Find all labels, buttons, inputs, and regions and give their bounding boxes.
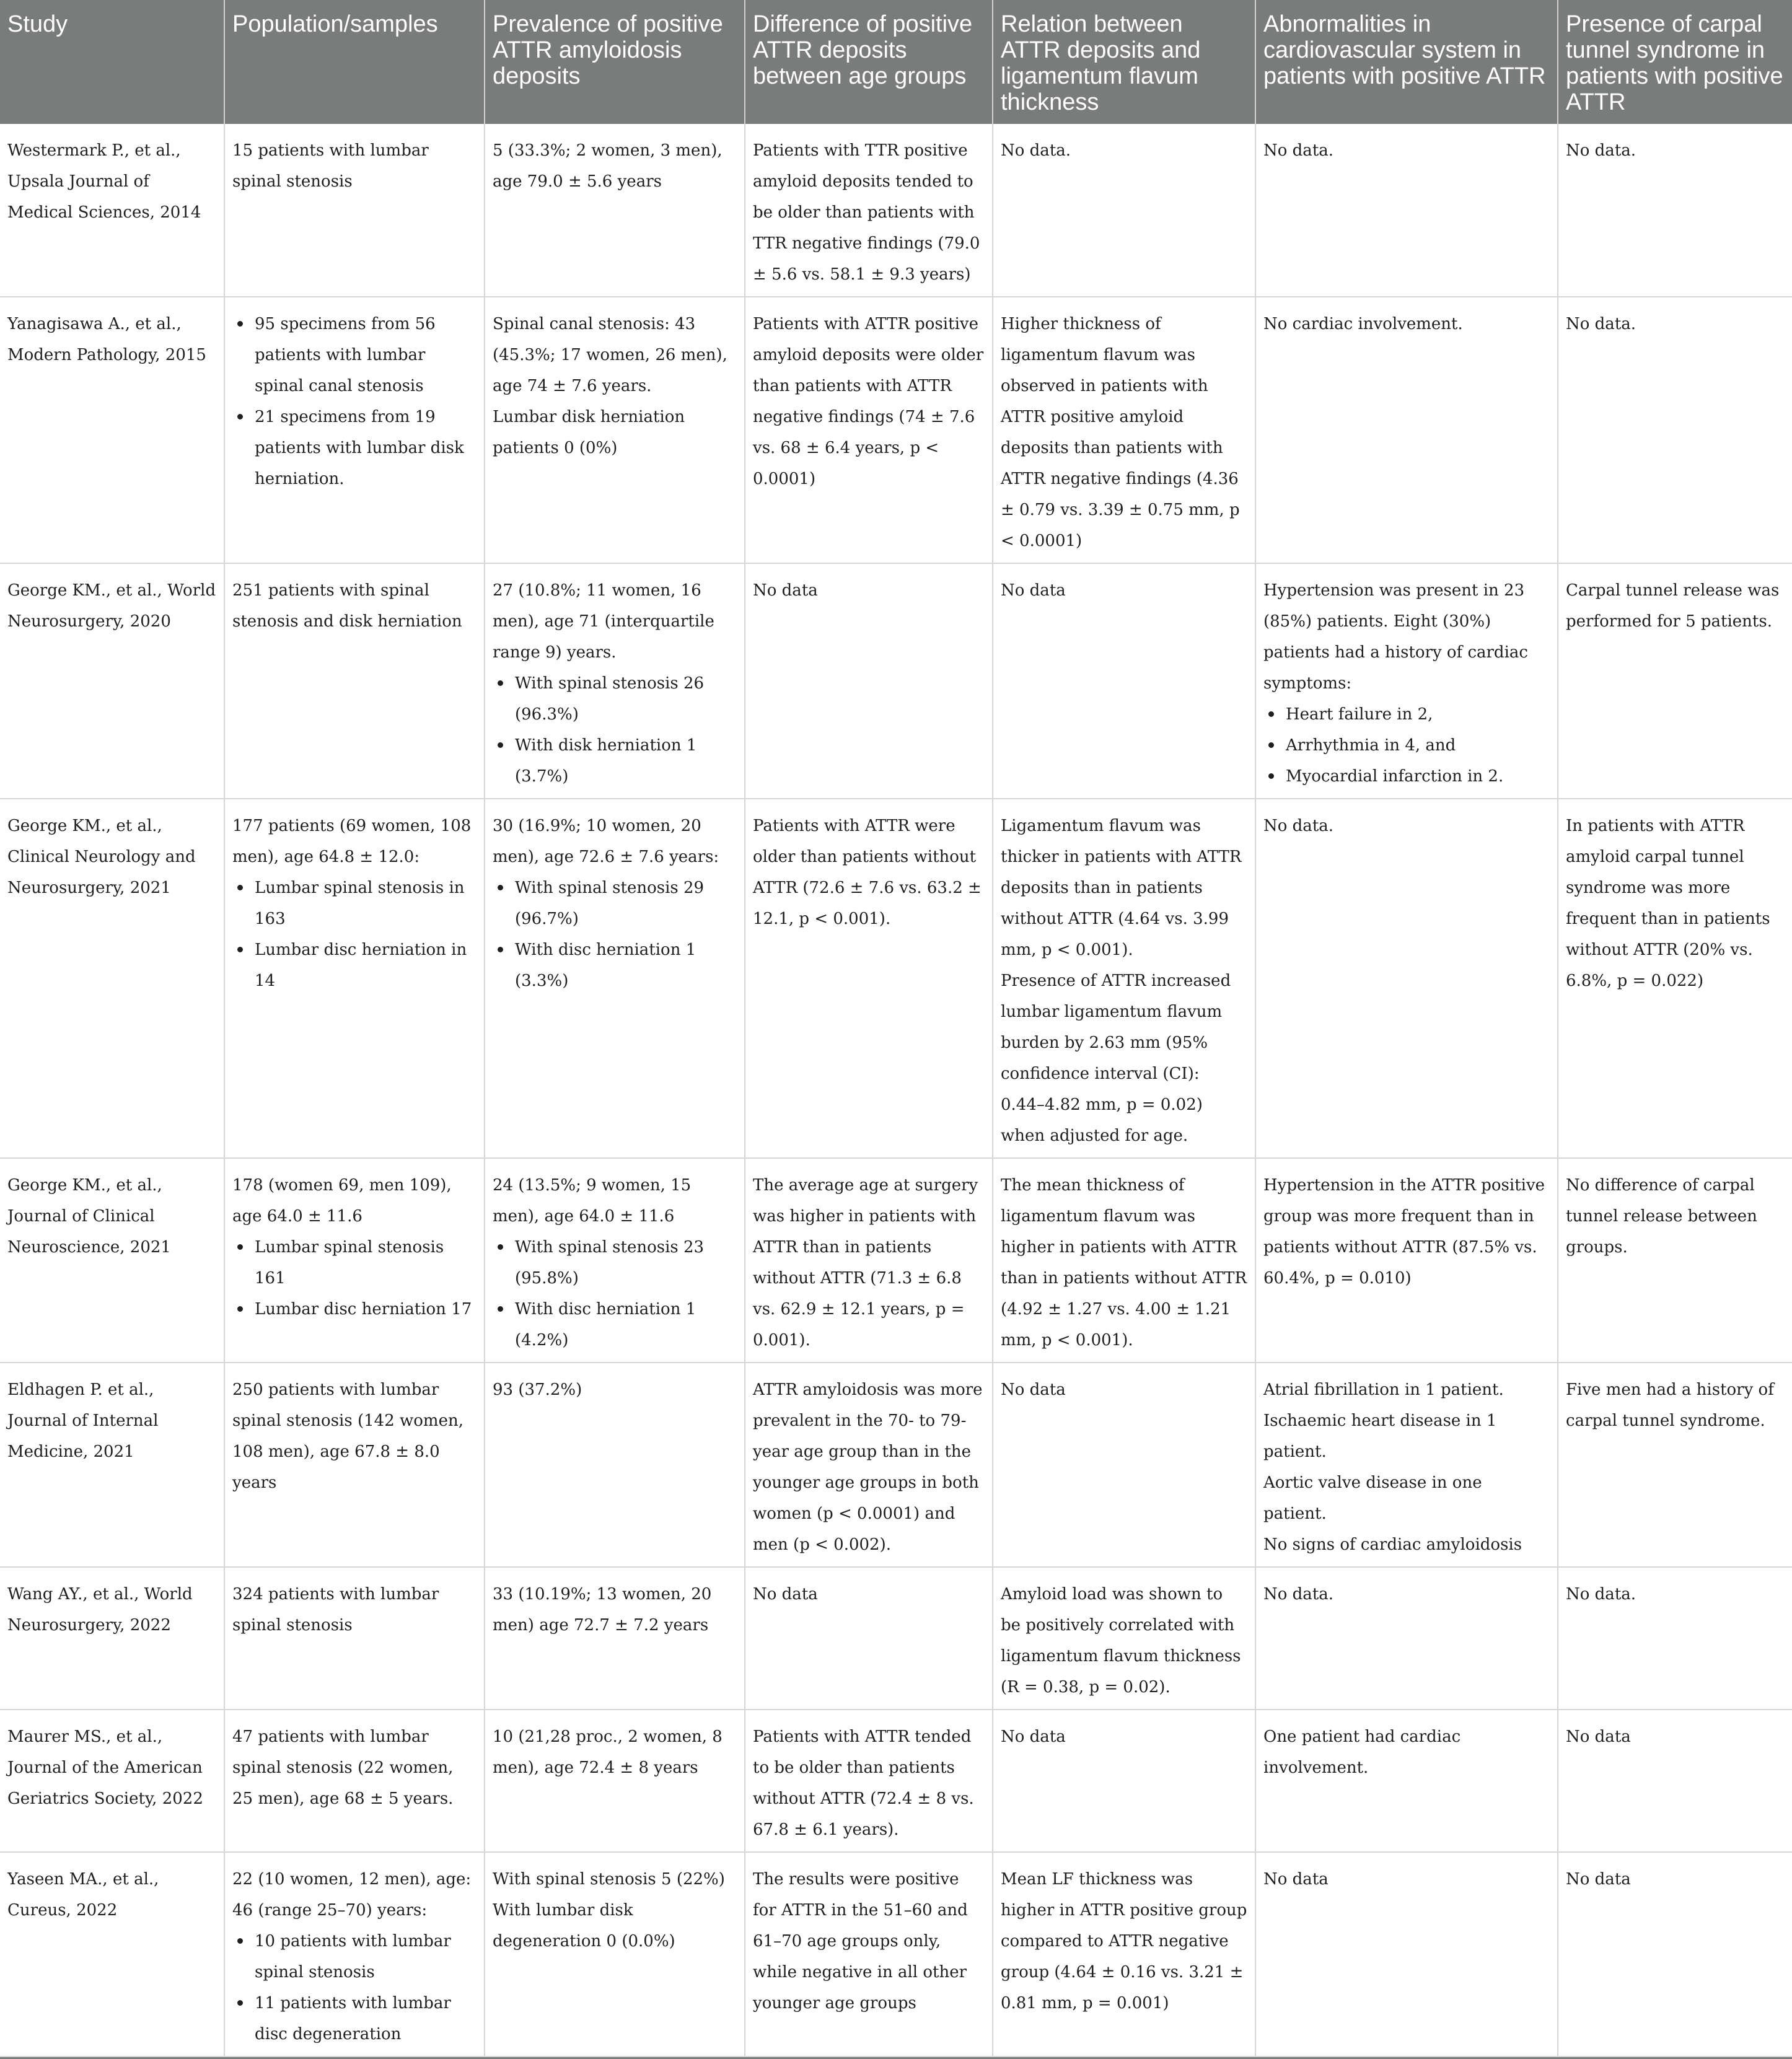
lf-relation-cell [993, 1363, 1255, 1567]
bullet-item: Lumbar spinal stenosis 161 [232, 1232, 477, 1294]
text-line: 5 (33.3%; 2 women, 3 men), age 79.0 ± 5.6 years [493, 141, 723, 191]
text-line: 324 patients with lumbar spinal stenosis [232, 1585, 439, 1635]
lf-relation-cell [993, 1567, 1255, 1710]
text-line: The mean thickness of ligamentum flavum was higher in patients with ATTR than in patients without ATTR (4.92 ± 1.27 vs. 4.00 ± 1.21 mm, p < 0.001). [1001, 1176, 1247, 1350]
table-row [0, 1567, 1792, 1710]
age-difference-cell [745, 124, 993, 297]
text-line: No data [1001, 1728, 1066, 1746]
lf-relation-cell [993, 1852, 1255, 2057]
lf-relation-cell [993, 1710, 1255, 1852]
text-line: Mean LF thickness was higher in ATTR positive group compared to ATTR negative group (4.64 ± 0.16 vs. 3.21 ± 0.81 mm, p = 0.001) [1001, 1870, 1247, 2013]
age-difference-cell [745, 1158, 993, 1363]
study-cell: Eldhagen P. et al., Journal of Internal Medicine, 2021 [0, 1363, 224, 1567]
prevalence-cell [485, 1363, 745, 1567]
header-study: Study [0, 0, 224, 124]
text-line: Higher thickness of ligamentum flavum was observed in patients with ATTR positive amyloid deposits than patients with ATTR negative findings (4.36 ± 0.79 vs. 3.39 ± 0.75 mm, p < 0.0001) [1001, 315, 1240, 550]
study-cell: Yaseen MA., et al., Cureus, 2022 [0, 1852, 224, 2057]
lf-relation-cell [993, 563, 1255, 799]
bullet-item: With disk herniation 1 (3.7%) [493, 730, 737, 792]
text-line: No data. [1566, 1585, 1636, 1604]
text-line: No difference of carpal tunnel release between groups. [1566, 1176, 1757, 1257]
text-line: Hypertension was present in 23 (85%) patients. Eight (30%) patients had a history of cardiac symptoms: [1263, 581, 1528, 693]
population-cell [224, 563, 485, 799]
text-line: No data [753, 581, 818, 600]
header-cardio: Abnormalities in cardiovascular system in patients with positive ATTR [1255, 0, 1558, 124]
age-difference-cell [745, 297, 993, 563]
text-line: Aortic valve disease in one patient. [1263, 1473, 1482, 1523]
bullet-item: Lumbar spinal stenosis in 163 [232, 872, 477, 934]
text-line: One patient had cardiac involvement. [1263, 1728, 1461, 1777]
text-line: Five men had a history of carpal tunnel syndrome. [1566, 1381, 1774, 1430]
carpal-cell [1558, 1567, 1792, 1710]
carpal-cell [1558, 1158, 1792, 1363]
text-line: The average age at surgery was higher in patients with ATTR than in patients without ATTR (71.3 ± 6.8 vs. 62.9 ± 12.1 years, p = 0.001). [753, 1176, 978, 1350]
text-line: 27 (10.8%; 11 women, 16 men), age 71 (interquartile range 9) years. [493, 581, 714, 662]
text-line: In patients with ATTR amyloid carpal tunnel syndrome was more frequent than in patients without ATTR (20% vs. 6.8%, p = 0.022) [1566, 817, 1770, 990]
bullet-item: 95 specimens from 56 patients with lumbar spinal canal stenosis [232, 309, 477, 402]
cardio-cell [1255, 799, 1558, 1158]
header-age-difference: Difference of positive ATTR deposits between age groups [745, 0, 993, 124]
text-line: No data [753, 1585, 818, 1604]
bullet-item: 11 patients with lumbar disc degeneration [232, 1988, 477, 2050]
text-line: No data [1566, 1728, 1631, 1746]
cardio-cell [1255, 1363, 1558, 1567]
text-line: 93 (37.2%) [493, 1381, 582, 1399]
bullet-item: 21 specimens from 19 patients with lumbar disk herniation. [232, 402, 477, 494]
bullet-item: With spinal stenosis 29 (96.7%) [493, 872, 737, 934]
prevalence-cell [485, 799, 745, 1158]
carpal-cell [1558, 297, 1792, 563]
carpal-cell [1558, 124, 1792, 297]
text-line: No cardiac involvement. [1263, 315, 1463, 333]
bullet-item: With spinal stenosis 23 (95.8%) [493, 1232, 737, 1294]
header-prevalence: Prevalence of positive ATTR amyloidosis deposits [485, 0, 745, 124]
study-cell: George KM., et al., Journal of Clinical Neuroscience, 2021 [0, 1158, 224, 1363]
text-line: No data [1001, 1381, 1066, 1399]
text-line: 33 (10.19%; 13 women, 20 men) age 72.7 ± 7.2 years [493, 1585, 712, 1635]
bullet-item: With disc herniation 1 (3.3%) [493, 934, 737, 996]
text-line: 30 (16.9%; 10 women, 20 men), age 72.6 ± 7.6 years: [493, 817, 719, 866]
age-difference-cell [745, 1363, 993, 1567]
prevalence-cell [485, 297, 745, 563]
bullet-item: 10 patients with lumbar spinal stenosis [232, 1926, 477, 1988]
carpal-cell [1558, 1363, 1792, 1567]
text-line: Amyloid load was shown to be positively correlated with ligamentum flavum thickness (R = 0.38, p = 0.02). [1001, 1585, 1241, 1697]
lf-relation-cell [993, 1158, 1255, 1363]
text-line: Hypertension in the ATTR positive group was more frequent than in patients without ATTR (87.5% vs. 60.4%, p = 0.010) [1263, 1176, 1545, 1288]
cardio-cell [1255, 1567, 1558, 1710]
carpal-cell [1558, 1710, 1792, 1852]
study-cell: George KM., et al., Clinical Neurology and Neurosurgery, 2021 [0, 799, 224, 1158]
study-cell: Maurer MS., et al., Journal of the American Geriatrics Society, 2022 [0, 1710, 224, 1852]
cardio-cell [1255, 563, 1558, 799]
text-line: 177 patients (69 women, 108 men), age 64.8 ± 12.0: [232, 817, 472, 866]
text-line: No data. [1263, 1585, 1334, 1604]
text-line: Atrial fibrillation in 1 patient. [1263, 1381, 1504, 1399]
population-cell [224, 1363, 485, 1567]
header-carpal: Presence of carpal tunnel syndrome in patients with positive ATTR [1558, 0, 1792, 124]
study-cell: Yanagisawa A., et al., Modern Pathology, 2015 [0, 297, 224, 563]
text-line: No data. [1001, 141, 1071, 160]
prevalence-cell [485, 1567, 745, 1710]
population-cell [224, 124, 485, 297]
text-line: Patients with ATTR positive amyloid deposits were older than patients with ATTR negative findings (74 ± 7.6 vs. 68 ± 6.4 years, p < 0.0001) [753, 315, 984, 488]
cardio-cell [1255, 297, 1558, 563]
bullet-item: Heart failure in 2, [1263, 699, 1550, 730]
carpal-cell [1558, 563, 1792, 799]
text-line: No data. [1263, 817, 1334, 835]
table-header [0, 0, 1792, 124]
population-cell [224, 799, 485, 1158]
text-line: Lumbar disk herniation patients 0 (0%) [493, 408, 685, 457]
population-cell [224, 1567, 485, 1710]
table-row [0, 1852, 1792, 2057]
bullet-item: Myocardial infarction in 2. [1263, 761, 1550, 792]
text-line: No data [1001, 581, 1066, 600]
text-line: No signs of cardiac amyloidosis [1263, 1535, 1522, 1554]
lf-relation-cell [993, 799, 1255, 1158]
lf-relation-cell [993, 297, 1255, 563]
text-line: 47 patients with lumbar spinal stenosis (22 women, 25 men), age 68 ± 5 years. [232, 1728, 454, 1808]
study-cell: Westermark P., et al., Upsala Journal of Medical Sciences, 2014 [0, 124, 224, 297]
text-line: Ligamentum flavum was thicker in patients with ATTR deposits than in patients without ATTR (4.64 vs. 3.99 mm, p < 0.001). [1001, 817, 1242, 959]
population-cell [224, 297, 485, 563]
text-line: Patients with ATTR tended to be older than patients without ATTR (72.4 ± 8 vs. 67.8 ± 6.1 years). [753, 1728, 974, 1839]
cardio-cell [1255, 1158, 1558, 1363]
text-line: Patients with TTR positive amyloid deposits tended to be older than patients with TTR negative findings (79.0 ± 5.6 vs. 58.1 ± 9.3 years) [753, 141, 980, 284]
age-difference-cell [745, 799, 993, 1158]
text-line: No data. [1566, 315, 1636, 333]
carpal-cell [1558, 799, 1792, 1158]
cardio-cell [1255, 1710, 1558, 1852]
text-line: 178 (women 69, men 109), age 64.0 ± 11.6 [232, 1176, 452, 1226]
bullet-item: With spinal stenosis 26 (96.3%) [493, 668, 737, 730]
cardio-cell [1255, 124, 1558, 297]
cardio-cell [1255, 1852, 1558, 2057]
prevalence-cell [485, 124, 745, 297]
prevalence-cell [485, 1852, 745, 2057]
bullet-item: Lumbar disc herniation in 14 [232, 934, 477, 996]
text-line: With spinal stenosis 5 (22%) [493, 1870, 725, 1889]
prevalence-cell [485, 1710, 745, 1852]
table-row [0, 1710, 1792, 1852]
population-cell [224, 1852, 485, 2057]
header-lf-relation: Relation between ATTR deposits and ligamentum flavum thickness [993, 0, 1255, 124]
prevalence-cell [485, 1158, 745, 1363]
text-line: The results were positive for ATTR in the 51–60 and 61–70 age groups only, while negative in all other younger age groups [753, 1870, 968, 2013]
text-line: No data. [1566, 141, 1636, 160]
text-line: 250 patients with lumbar spinal stenosis (142 women, 108 men), age 67.8 ± 8.0 years [232, 1381, 463, 1492]
text-line: No data. [1263, 141, 1334, 160]
prevalence-cell [485, 563, 745, 799]
text-line: 10 (21,28 proc., 2 women, 8 men), age 72.4 ± 8 years [493, 1728, 723, 1777]
age-difference-cell [745, 1567, 993, 1710]
age-difference-cell [745, 563, 993, 799]
bullet-item: Arrhythmia in 4, and [1263, 730, 1550, 761]
text-line: With lumbar disk degeneration 0 (0.0%) [493, 1901, 675, 1951]
header-row [0, 0, 1792, 124]
text-line: Patients with ATTR were older than patients without ATTR (72.6 ± 7.6 vs. 63.2 ± 12.1, p < 0.001). [753, 817, 982, 928]
age-difference-cell [745, 1852, 993, 2057]
population-cell [224, 1710, 485, 1852]
text-line: 22 (10 women, 12 men), age: 46 (range 25–70) years: [232, 1870, 472, 1920]
table-row [0, 124, 1792, 297]
population-cell [224, 1158, 485, 1363]
bullet-item: With disc herniation 1 (4.2%) [493, 1294, 737, 1356]
text-line: 15 patients with lumbar spinal stenosis [232, 141, 429, 191]
table-row [0, 1363, 1792, 1567]
study-cell: Wang AY., et al., World Neurosurgery, 2022 [0, 1567, 224, 1710]
table-row [0, 563, 1792, 799]
text-line: No data [1566, 1870, 1631, 1889]
age-difference-cell [745, 1710, 993, 1852]
lf-relation-cell [993, 124, 1255, 297]
study-cell: George KM., et al., World Neurosurgery, 2020 [0, 563, 224, 799]
header-population: Population/samples [224, 0, 485, 124]
table-row [0, 799, 1792, 1158]
text-line: No data [1263, 1870, 1329, 1889]
table-body [0, 124, 1792, 2057]
text-line: Ischaemic heart disease in 1 patient. [1263, 1411, 1497, 1461]
table-row [0, 297, 1792, 563]
text-line: 251 patients with spinal stenosis and disk herniation [232, 581, 462, 631]
table-row [0, 1158, 1792, 1363]
carpal-cell [1558, 1852, 1792, 2057]
text-line: ATTR amyloidosis was more prevalent in the 70- to 79-year age group than in the younger age groups in both women (p < 0.0001) and men (p < 0.002). [753, 1381, 983, 1554]
text-line: Carpal tunnel release was performed for 5 patients. [1566, 581, 1780, 631]
text-line: Spinal canal stenosis: 43 (45.3%; 17 women, 26 men), age 74 ± 7.6 years. [493, 315, 727, 395]
bullet-item: Lumbar disc herniation 17 [232, 1294, 477, 1325]
text-line: Presence of ATTR increased lumbar ligamentum flavum burden by 2.63 mm (95% confidence interval (CI): 0.44–4.82 mm, p = 0.02) when adjusted for age. [1001, 972, 1231, 1145]
text-line: 24 (13.5%; 9 women, 15 men), age 64.0 ± 11.6 [493, 1176, 692, 1226]
